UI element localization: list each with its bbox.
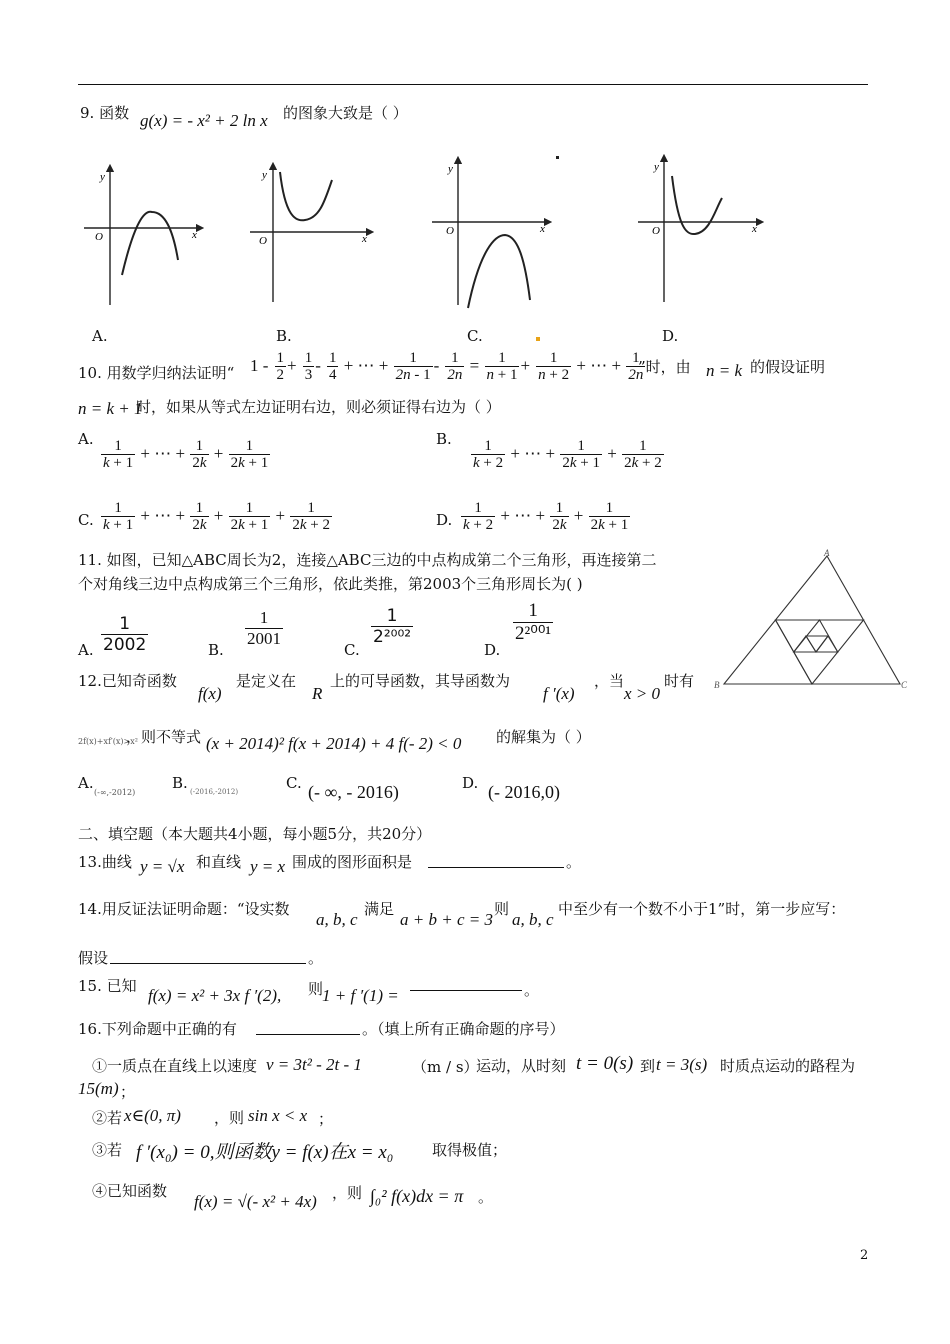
q9-d-y: y <box>654 161 659 173</box>
q16-p2-cond: x∈(0, π) <box>124 1106 181 1125</box>
q12-option-c-label: C. <box>286 774 302 792</box>
q16-p1-unit: （m / s） <box>412 1058 479 1076</box>
q10-option-d: $\frac{1}{k + 2}$ + ⋯ + $\frac{1}{2k}$ + $\frac{1}{2k + 1}$ <box>463 500 629 533</box>
q12-label: 12.已知奇函数 <box>78 672 177 690</box>
stray-dot <box>556 156 559 159</box>
q9-c-x: x <box>540 223 545 235</box>
q16-p4-f: f(x) = √(- x² + 4x) <box>194 1192 317 1211</box>
q14-vars: a, b, c <box>316 910 358 929</box>
q16-p2-c: ； <box>318 1110 334 1128</box>
q14-mid: 满足 <box>364 900 395 918</box>
q10-option-b-label: B. <box>436 430 452 448</box>
q13-label: 13.曲线 <box>78 853 132 871</box>
q9-option-a: A. <box>92 327 108 345</box>
q9-c-y: y <box>448 163 453 175</box>
q12-option-c: (- ∞, - 2016) <box>308 782 399 802</box>
q16-p3-expr: f ′(x₀) = 0,则函数y = f(x)在x = x₀ <box>136 1142 394 1163</box>
q16-p1-v: v = 3t² - 2t - 1 <box>266 1055 362 1074</box>
q9-b-x: x <box>362 233 367 245</box>
q9-graph-b <box>250 166 370 302</box>
q12-option-d: (- 2016,0) <box>488 782 560 802</box>
q16-p4-b: ，则 <box>332 1184 363 1202</box>
q15-then: 则 <box>308 980 324 998</box>
q14-label: 14.用反证法证明命题：“设实数 <box>78 900 290 918</box>
q12-cond: x > 0 <box>624 684 661 703</box>
q15-label: 15. 已知 <box>78 977 137 995</box>
q9-b-o: O <box>259 235 267 247</box>
q16-p2-a: ②若 <box>92 1109 123 1127</box>
q12-option-b-label: B. <box>172 774 188 792</box>
q10-option-c-label: C. <box>78 511 94 529</box>
q12-option-a: (-∞,-2012) <box>94 788 136 797</box>
stray-mark <box>536 337 540 341</box>
q10-line2-cond: n = k + 1 <box>78 399 143 418</box>
q12-option-d-label: D. <box>462 774 479 792</box>
q10-mid: ”时，由 <box>638 358 691 376</box>
q12-ineq: (x + 2014)² f(x + 2014) + 4 f(- 2) < 0 <box>206 734 462 753</box>
q11-fig-label-c: C <box>901 680 908 690</box>
q11-line1: 11. 如图，已知△ABC周长为2，连接△ABC三边的中点构成第二个三角形，再连接第二 <box>78 551 657 569</box>
q16-tail: 。（填上所有正确命题的序号） <box>362 1020 565 1038</box>
q16-p3-b: 取得极值； <box>432 1141 508 1159</box>
q13-mid: 和直线 <box>196 853 242 871</box>
q10-tail: 的假设证明 <box>750 358 826 376</box>
q14-tail: 中至少有一个数不小于1”时，第一步应写： <box>558 900 846 918</box>
q14-then: 则 <box>494 900 510 918</box>
q16-p1-f: ； <box>120 1083 136 1101</box>
q11-option-c: $\frac{1}{\text{2²⁰⁰²}}$ <box>373 606 412 647</box>
q16-p4-a: ④已知函数 <box>92 1182 168 1200</box>
q16-p1-e: 15(m) <box>78 1079 119 1098</box>
q16-p1-t0: t = 0(s) <box>576 1053 634 1074</box>
q9-option-c: C. <box>467 327 483 345</box>
page-number: 2 <box>860 1248 869 1263</box>
q11-option-d: $\frac{1}{\text{2²⁰⁰¹}}$ <box>515 600 552 644</box>
q16-p1-t3: t = 3(s) <box>656 1055 708 1074</box>
q9-label: 9. 函数 <box>80 104 130 122</box>
q11-option-c-label: C. <box>344 641 360 659</box>
q9-d-o: O <box>652 225 660 237</box>
q14-line2: 假设 <box>78 949 109 967</box>
q9-graphs <box>70 140 790 315</box>
q16-p2-expr: sin x < x <box>248 1106 308 1125</box>
q10-formula: 1 - $\frac{1}{2}$ + $\frac{1}{3}$ - $\frac{1}{4}$ + ⋯ + $\frac{1}{2n - 1}$ - $\frac{1}{2n}$ = $\frac{1}{n + 1}$ + $\frac{1}{n + 2}$ + ⋯ + $\frac{1}{2n}$ <box>250 350 644 383</box>
q15-end: 。 <box>524 981 540 999</box>
q11-option-b: $\frac{1}{2001}$ <box>247 608 281 648</box>
q10-option-b: $\frac{1}{k + 2}$ + ⋯ + $\frac{1}{2k + 1}$ + $\frac{1}{2k + 2}$ <box>473 438 662 471</box>
q14-cond: a + b + c = 3 <box>400 910 493 929</box>
q12-t3: ，当 <box>594 672 625 690</box>
q15-formula: f(x) = x² + 3x f ′(2), <box>148 986 282 1005</box>
q15-answer-blank[interactable] <box>410 974 522 991</box>
q13-line: y = x <box>250 857 286 876</box>
q13-tail: 围成的图形面积是 <box>292 853 413 871</box>
q9-b-y: y <box>262 169 267 181</box>
q13-end: 。 <box>566 853 582 871</box>
q11-option-a: $\frac{1}{2002}$ <box>103 614 147 655</box>
q12-option-b: (-2016,-2012) <box>190 788 239 796</box>
q16-label: 16.下列命题中正确的有 <box>78 1020 237 1038</box>
q9-d-x: x <box>752 223 757 235</box>
q9-formula: g(x) = - x² + 2 ln x <box>140 111 268 130</box>
q9-option-d: D. <box>662 327 679 345</box>
q10-option-a-label: A. <box>78 430 94 448</box>
q16-p4-int: ∫₀² f(x)dx = π <box>370 1186 464 1206</box>
q16-p4-c: 。 <box>478 1188 494 1206</box>
q16-p1-a: ①一质点在直线上以速度 <box>92 1057 258 1075</box>
q16-p3-a: ③若 <box>92 1141 123 1159</box>
q9-a-o: O <box>95 231 103 243</box>
q13-curve: y = √x <box>140 857 185 876</box>
q11-line2: 个对角线三边中点构成第三个三角形，依此类推，第2003个三角形周长为( ) <box>78 575 583 593</box>
q9-option-b: B. <box>276 327 292 345</box>
q11-option-a-label: A. <box>78 641 94 659</box>
q16-p2-b: ，则 <box>214 1109 245 1127</box>
q12-fx: f(x) <box>198 684 222 703</box>
q16-p1-d: 时质点运动的路程为 <box>720 1057 856 1075</box>
q11-option-d-label: D. <box>484 641 501 659</box>
header-rule <box>78 84 868 85</box>
q10-option-c: $\frac{1}{k + 1}$ + ⋯ + $\frac{1}{2k}$ + $\frac{1}{2k + 1}$ + $\frac{1}{2k + 2}$ <box>103 500 330 533</box>
q14-answer-blank[interactable] <box>110 947 306 964</box>
q12-small-cond: 2f(x)+xf′(x)>x² <box>78 737 138 746</box>
q12-t5: ，则不等式 <box>126 728 202 746</box>
section2-heading: 二、填空题（本大题共4小题，每小题5分，共20分） <box>78 825 432 843</box>
q11-triangle-figure <box>712 548 912 692</box>
q12-t1: 是定义在 <box>236 672 297 690</box>
q16-answer-blank[interactable] <box>256 1018 360 1035</box>
q10-option-a: $\frac{1}{k + 1}$ + ⋯ + $\frac{1}{2k}$ + $\frac{1}{2k + 1}$ <box>103 438 269 471</box>
q11-fig-label-b: B <box>714 680 720 690</box>
q12-t4: 时有 <box>664 672 695 690</box>
q10-line2: 时，如果从等式左边证明右边，则必须证得右边为（ ） <box>136 398 501 416</box>
q12-t6: 的解集为（ ） <box>496 728 591 746</box>
q12-option-a-label: A. <box>78 774 94 792</box>
q15-ask: 1 + f ′(1) = <box>322 986 399 1005</box>
q9-c-o: O <box>446 225 454 237</box>
q14-vars2: a, b, c <box>512 910 554 929</box>
q10-option-d-label: D. <box>436 511 453 529</box>
q14-end: 。 <box>308 949 324 967</box>
q12-t2: 上的可导函数，其导函数为 <box>330 672 511 690</box>
q11-fig-label-a: A <box>824 548 830 558</box>
q12-r: R <box>312 684 323 703</box>
q16-p1-b: 运动，从时刻 <box>476 1057 567 1075</box>
q10-label: 10. 用数学归纳法证明“ <box>78 364 235 382</box>
q16-p1-c: 到 <box>640 1057 656 1075</box>
q9-a-x: x <box>192 229 197 241</box>
q9-a-y: y <box>100 171 105 183</box>
q11-option-b-label: B. <box>208 641 224 659</box>
q10-cond: n = k <box>706 361 743 380</box>
q9-suffix: 的图象大致是（ ） <box>283 104 408 122</box>
q13-answer-blank[interactable] <box>428 851 564 868</box>
q12-fpx: f ′(x) <box>543 684 575 703</box>
